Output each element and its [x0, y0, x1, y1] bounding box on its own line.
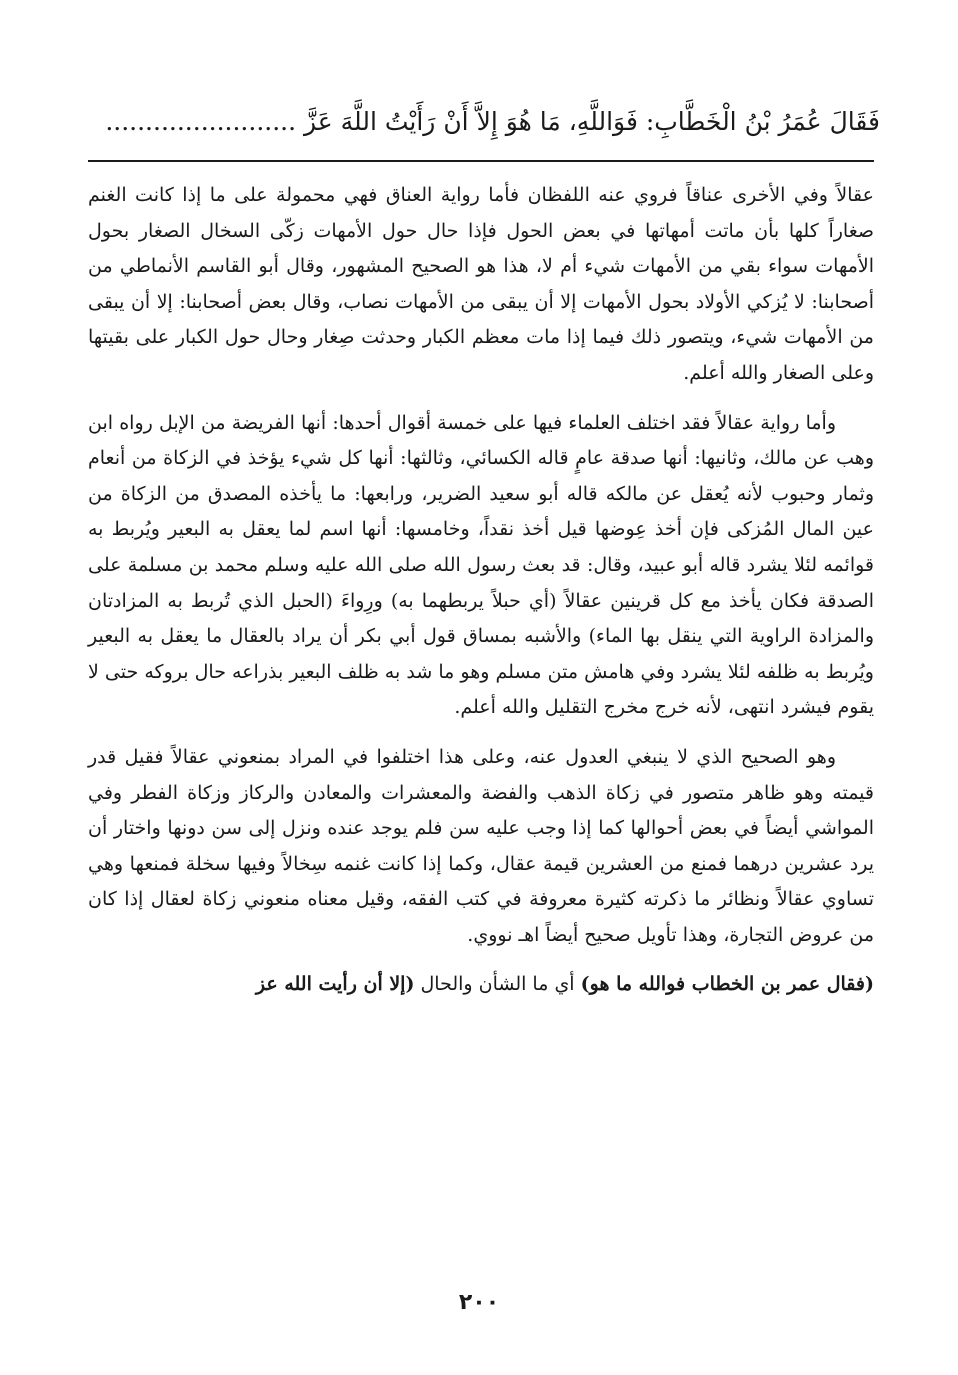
commentary-body	[88, 178, 874, 1003]
explanation-text: أي ما الشأن والحال	[414, 973, 581, 996]
page-number: ٢٠٠	[458, 1290, 500, 1315]
paragraph-3: وهو الصحيح الذي لا ينبغي العدول عنه، وعلى هذا اختلفوا في المراد بمنعوني عقالاً فقيل قدر قيمته وهو ظاهر متصور في زكاة الذهب والفضة والمعشرات والمعادن والركاز وزكاة الفطر وفي المواشي أيضاً في بعض أحوالها كما إذا وجب عليه سن فلم يوجد عنده ونزل إلى سن دونها واختار أن يرد عشرين درهما فمنع من العشرين قيمة عقال، وكما إذا كانت غنمه سِخالاً وفيها سخلة فمنعها وهي تساوي عقالاً ونظائر ما ذكرته كثيرة معروفة في كتب الفقه، وقيل معناه منعوني زكاة لعقال إذا كان من عروض التجارة، وهذا تأويل صحيح أيضاً اهـ نووي.	[88, 745, 874, 946]
quoted-matn-1: (فقال عمر بن الخطاب فوالله ما هو)	[580, 973, 874, 996]
paragraph-gap	[88, 953, 874, 967]
paragraph-gap	[88, 392, 874, 406]
quoted-matn-2: (إلا أن رأيت الله عز	[255, 973, 415, 996]
paragraph-gap	[88, 726, 874, 740]
hadith-header: فَقَالَ عُمَرُ بْنُ الْخَطَّابِ: فَوَاللَّهِ، مَا هُوَ إِلاَّ أَنْ رَأَيْتُ اللَّهَ عَزَّ ........................	[105, 107, 880, 136]
header-divider	[88, 160, 874, 162]
paragraph-1: عقالاً وفي الأخرى عناقاً فروي عنه اللفظان فأما رواية العناق فهي محمولة على ما إذا كانت الغنم صغاراً كلها بأن ماتت أمهاتها في بعض الحول فإذا حال حول الأمهات زكّى السخال الصغار بحول الأمهات سواء بقي من الأمهات شيء أم لا، هذا هو الصحيح المشهور، وقال أبو القاسم الأنماطي من أصحابنا: لا يُزكي الأولاد بحول الأمهات إلا أن يبقى من الأمهات نصاب، وقال بعض أصحابنا: إلا أن يبقى من الأمهات شيء، ويتصور ذلك فيما إذا مات معظم الكبار وحدثت صِغار وحال حول الكبار على بقيتها وعلى الصغار والله أعلم.	[88, 184, 874, 384]
paragraph-4	[88, 967, 874, 1003]
paragraph-2: وأما رواية عقالاً فقد اختلف العلماء فيها على خمسة أقوال أحدها: أنها الفريضة من الإبل رواه ابن وهب عن مالك، وثانيها: أنها صدقة عامٍ قاله الكسائي، وثالثها: أنها كل شيء يؤخذ في الزكاة من أنعام وثمار وحبوب لأنه يُعقل عن مالكه قاله أبو سعيد الضرير، ورابعها: ما يأخذه المصدق من الزكاة من عين المال المُزكى فإن أخذ عِوضها قيل أخذ نقداً، وخامسها: أنها اسم لما يعقل به البعير ويُربط به قوائمه لئلا يشرد قاله أبو عبيد، وقال: قد بعث رسول الله صلى الله عليه وسلم محمد بن مسلمة على الصدقة فكان يأخذ مع كل قرينين عقالاً (أي حبلاً يربطهما به) ورِواءَ (الحبل الذي تُربط به المزادتان والمزادة الراوية التي ينقل بها الماء) والأشبه بمساق قول أبي بكر أن يراد بالعقال ما يعقل به البعير ويُربط به ظلفه لئلا يشرد وفي هامش متن مسلم وهو ما شد به ظلف البعير بذراعه حال بروكه حتى لا يقوم فيشرد انتهى، لأنه خرج مخرج التقليل والله أعلم.	[88, 411, 874, 719]
